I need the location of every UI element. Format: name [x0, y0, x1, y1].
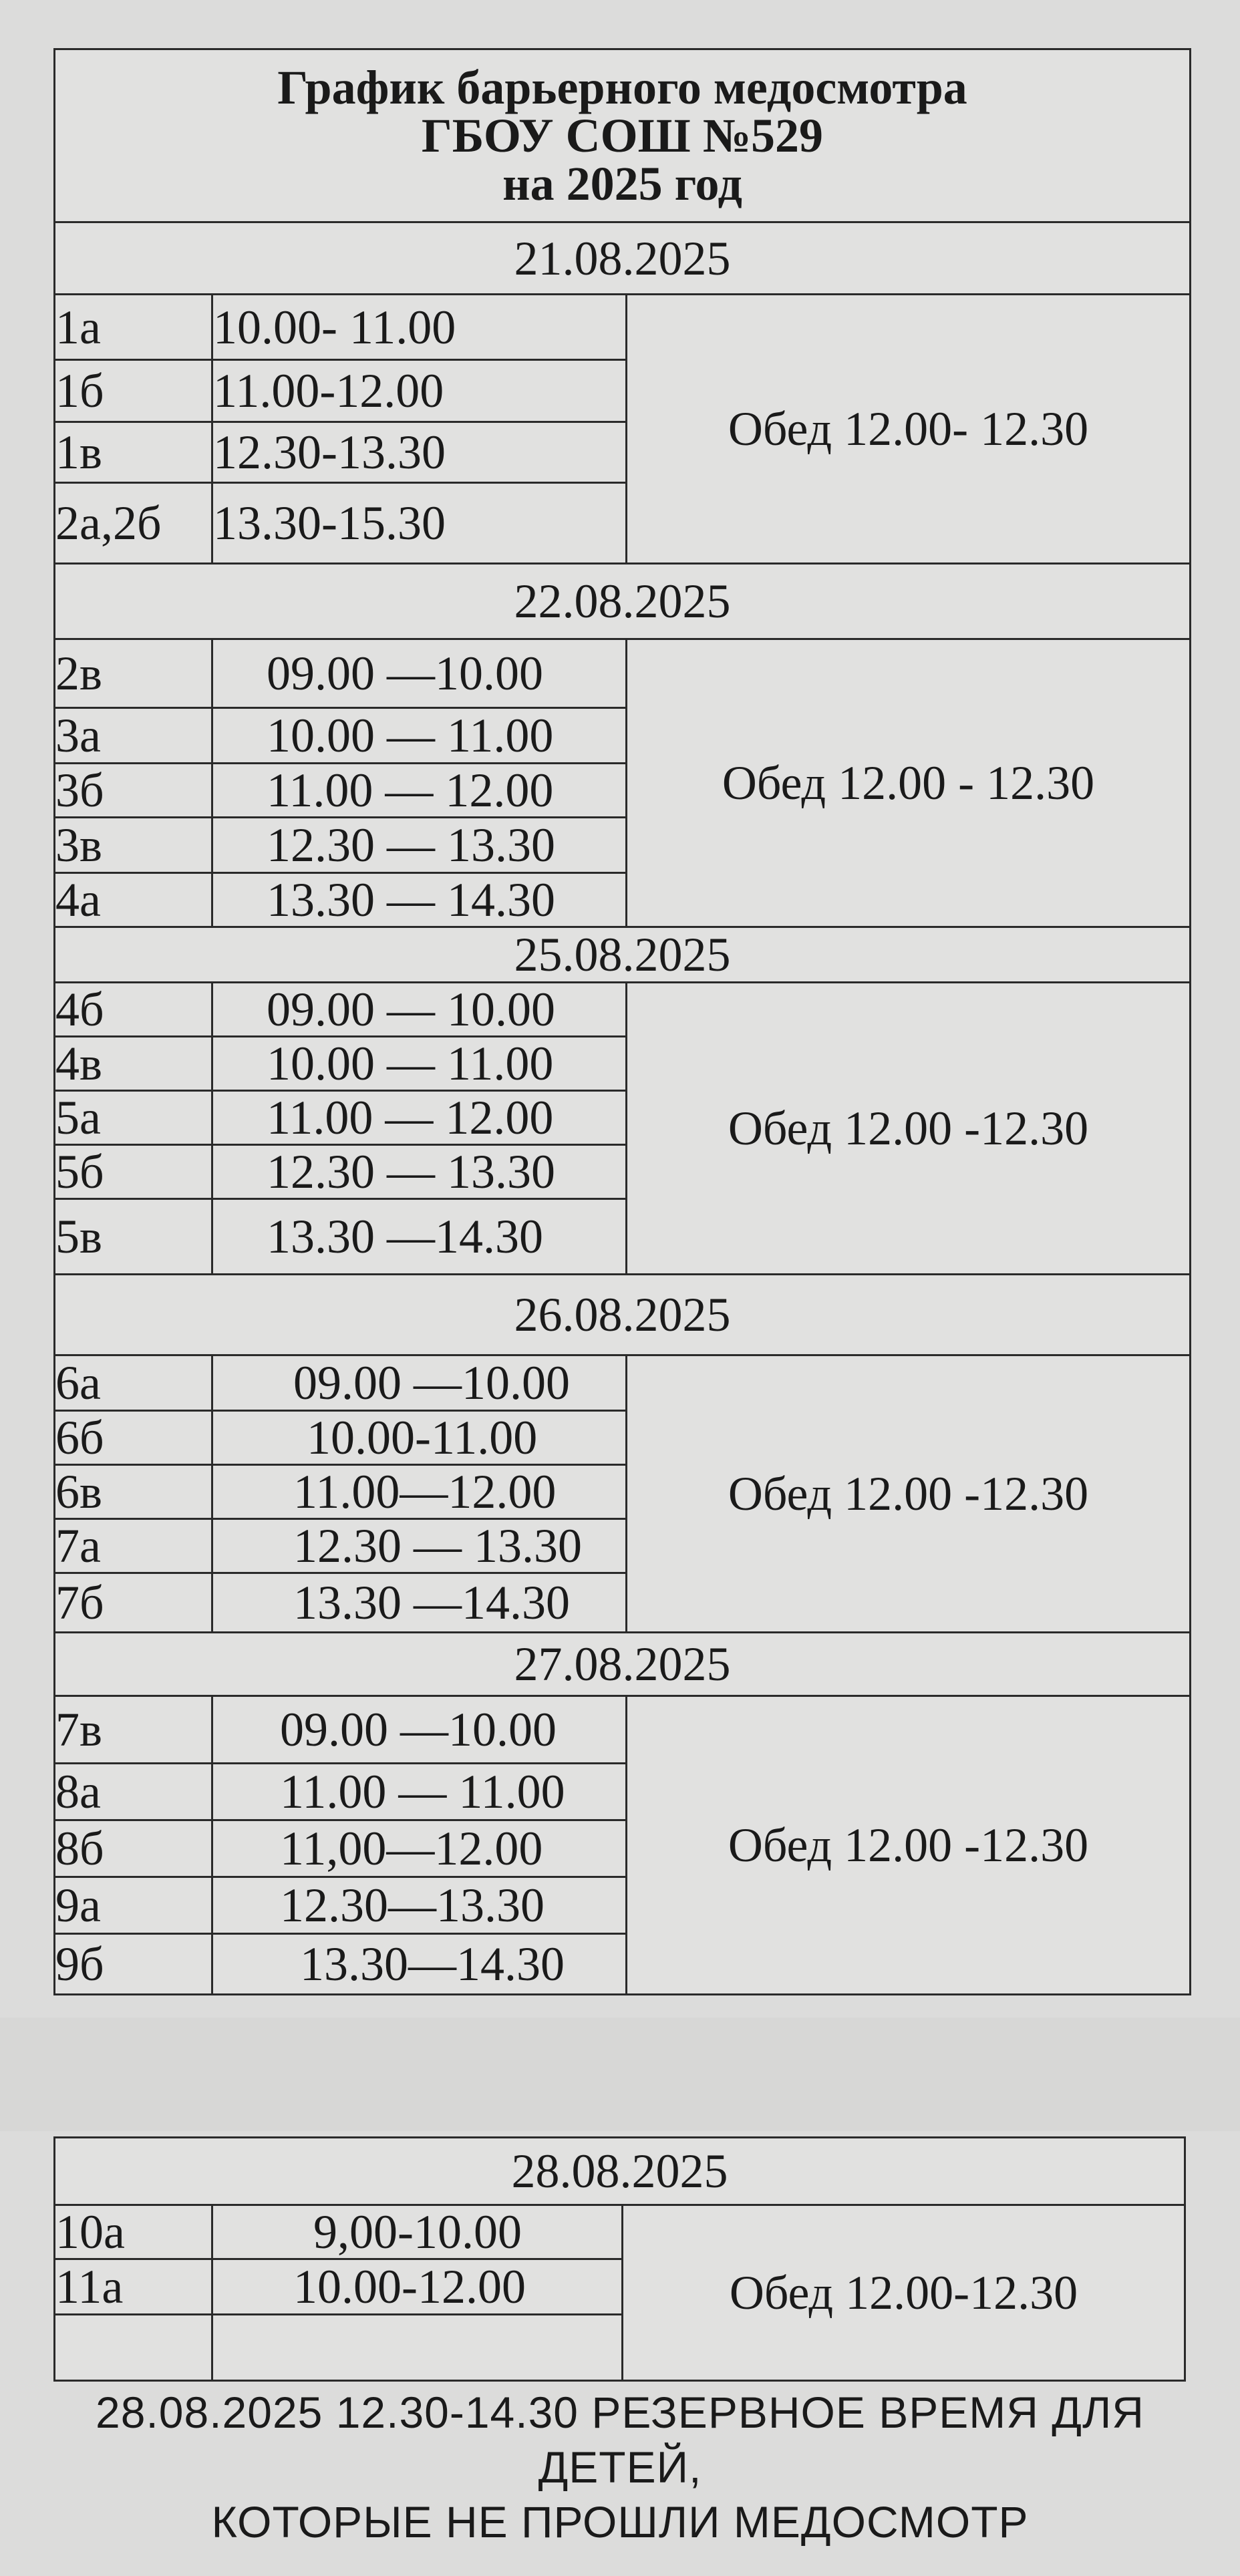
- lunch-cell: Обед 12.00 -12.30: [627, 1355, 1191, 1633]
- date-row: [55, 927, 1191, 983]
- reserve-line-1: 28.08.2025 12.30-14.30 РЕЗЕРВНОЕ ВРЕМЯ ДЛЯ: [96, 2388, 1144, 2437]
- lunch-cell: Обед 12.00 - 12.30: [627, 639, 1191, 927]
- time-cell: 10.00-12.00: [212, 2259, 623, 2315]
- time-cell: 09.00 — 10.00: [212, 983, 627, 1037]
- schedule-table: [53, 48, 1191, 1995]
- time-cell: 12.30—13.30: [212, 1877, 627, 1934]
- class-cell: 5б: [55, 1145, 212, 1199]
- title-line-1: График барьерного медосмотра: [277, 61, 967, 114]
- date-cell: 21.08.2025: [55, 222, 1191, 295]
- date-cell: 28.08.2025: [55, 2138, 1185, 2205]
- date-row: [55, 564, 1191, 639]
- class-cell: 4в: [55, 1037, 212, 1091]
- time-cell: 10.00- 11.00: [212, 295, 627, 360]
- time-cell: 13.30-15.30: [212, 483, 627, 564]
- class-cell: 1б: [55, 360, 212, 422]
- time-cell: 12.30 — 13.30: [212, 1519, 627, 1573]
- reserve-time-note: [0, 2385, 1240, 2549]
- time-cell: 11.00 — 11.00: [212, 1764, 627, 1820]
- lunch-cell: Обед 12.00- 12.30: [627, 295, 1191, 564]
- class-cell: 8а: [55, 1764, 212, 1820]
- time-cell: 13.30 —14.30: [212, 1573, 627, 1633]
- date-row: [55, 2138, 1185, 2205]
- time-cell: 11.00—12.00: [212, 1465, 627, 1519]
- time-cell: 11.00-12.00: [212, 360, 627, 422]
- time-cell: 12.30 — 13.30: [212, 1145, 627, 1199]
- class-cell: 6а: [55, 1355, 212, 1411]
- class-cell: 4а: [55, 873, 212, 927]
- class-cell: 3б: [55, 764, 212, 818]
- class-cell: 7а: [55, 1519, 212, 1573]
- class-cell: 9б: [55, 1934, 212, 1995]
- class-cell: 7б: [55, 1573, 212, 1633]
- reserve-line-2: ДЕТЕЙ,: [538, 2442, 702, 2492]
- table-row: [55, 2205, 1185, 2259]
- title-line-2: ГБОУ СОШ №529: [421, 109, 824, 162]
- time-cell: 11.00 — 12.00: [212, 764, 627, 818]
- time-cell: 9,00-10.00: [212, 2205, 623, 2259]
- time-cell: [212, 2315, 623, 2381]
- class-cell: 1а: [55, 295, 212, 360]
- class-cell: 3а: [55, 708, 212, 764]
- class-cell: 3в: [55, 818, 212, 873]
- time-cell: 11,00—12.00: [212, 1820, 627, 1877]
- date-cell: 26.08.2025: [55, 1275, 1191, 1355]
- table-row: [55, 1355, 1191, 1411]
- time-cell: 13.30 — 14.30: [212, 873, 627, 927]
- time-cell: 11.00 — 12.00: [212, 1091, 627, 1145]
- date-cell: 22.08.2025: [55, 564, 1191, 639]
- time-cell: 13.30—14.30: [212, 1934, 627, 1995]
- lunch-cell: Обед 12.00-12.30: [623, 2205, 1185, 2381]
- time-cell: 10.00-11.00: [212, 1411, 627, 1465]
- time-cell: 10.00 — 11.00: [212, 1037, 627, 1091]
- time-cell: 12.30 — 13.30: [212, 818, 627, 873]
- class-cell: 6в: [55, 1465, 212, 1519]
- date-row: [55, 222, 1191, 295]
- class-cell: 11а: [55, 2259, 212, 2315]
- header-row: [55, 49, 1191, 222]
- class-cell: 5а: [55, 1091, 212, 1145]
- table-row: [55, 295, 1191, 360]
- title-line-3: на 2025 год: [502, 157, 742, 210]
- class-cell: 1в: [55, 422, 212, 483]
- lunch-cell: Обед 12.00 -12.30: [627, 983, 1191, 1275]
- time-cell: 09.00 —10.00: [212, 1355, 627, 1411]
- class-cell: 9а: [55, 1877, 212, 1934]
- time-cell: 09.00 —10.00: [212, 639, 627, 708]
- class-cell: 2в: [55, 639, 212, 708]
- page-gap: [0, 2018, 1240, 2131]
- date-row: [55, 1633, 1191, 1696]
- date-cell: 27.08.2025: [55, 1633, 1191, 1696]
- class-cell: 8б: [55, 1820, 212, 1877]
- class-cell: 6б: [55, 1411, 212, 1465]
- table-row: [55, 1696, 1191, 1764]
- time-cell: 09.00 —10.00: [212, 1696, 627, 1764]
- class-cell: 4б: [55, 983, 212, 1037]
- time-cell: 12.30-13.30: [212, 422, 627, 483]
- table-row: [55, 639, 1191, 708]
- date-cell: 25.08.2025: [55, 927, 1191, 983]
- class-cell: 7в: [55, 1696, 212, 1764]
- class-cell: 5в: [55, 1199, 212, 1275]
- date-row: [55, 1275, 1191, 1355]
- table-row: [55, 983, 1191, 1037]
- reserve-line-3: КОТОРЫЕ НЕ ПРОШЛИ МЕДОСМОТР: [211, 2497, 1029, 2547]
- class-cell: 2а,2б: [55, 483, 212, 564]
- class-cell: [55, 2315, 212, 2381]
- schedule-table-continued: [53, 2136, 1186, 2382]
- lunch-cell: Обед 12.00 -12.30: [627, 1696, 1191, 1995]
- time-cell: 10.00 — 11.00: [212, 708, 627, 764]
- class-cell: 10а: [55, 2205, 212, 2259]
- schedule-title: [55, 49, 1191, 222]
- time-cell: 13.30 —14.30: [212, 1199, 627, 1275]
